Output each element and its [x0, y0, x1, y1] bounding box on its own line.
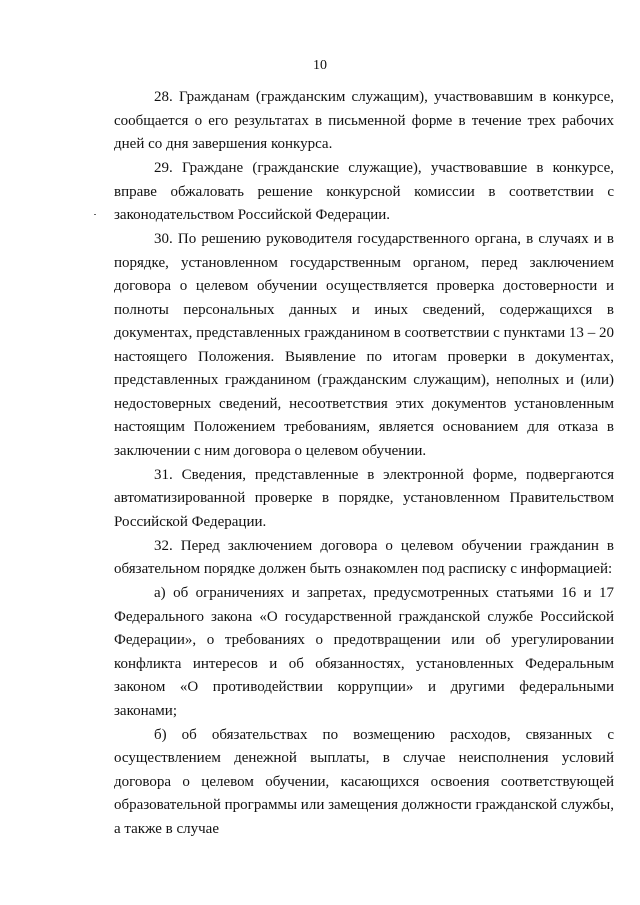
- scan-speck: [94, 214, 96, 215]
- paragraph-30: 30. По решению руководителя государственного органа, в случаях и в порядке, установленном государственным органом, перед заключением договора о целевом обучении осуществляется проверка достоверности и полноты персональных данных и иных сведений, содержащихся в документах, представленных гражданином в соответствии с пунктами 13 – 20 настоящего Положения. Выявление по итогам проверки в документах, представленных гражданином (гражданским служащим), неполных и (или) недостоверных сведений, несоответствия этих документов установленным настоящим Положением требованиям, является основанием для отказа в заключении с ним договора о целевом обучении.: [114, 231, 614, 459]
- page-number: 10: [313, 58, 327, 73]
- paragraph-28: 28. Гражданам (гражданским служащим), участвовавшим в конкурсе, сообщается о его результатах в письменной форме в течение трех рабочих дней со дня завершения конкурса.: [114, 89, 614, 152]
- paragraph-29: 29. Граждане (гражданские служащие), участвовавшие в конкурсе, вправе обжаловать решение конкурсной комиссии в соответствии с законодательством Российской Федерации.: [114, 160, 614, 223]
- paragraph-32-b: б) об обязательствах по возмещению расходов, связанных с осуществлением денежной выплаты, в случае неисполнения условий договора о целевом обучении, касающихся освоения соответствующей образовательной программы или замещения должности гражданской службы, а также в случае: [114, 726, 614, 837]
- paragraph-32: 32. Перед заключением договора о целевом обучении гражданин в обязательном порядке должен быть ознакомлен под расписку с информацией:: [114, 537, 614, 577]
- paragraph-31: 31. Сведения, представленные в электронной форме, подвергаются автоматизированной проверке в порядке, установленном Правительством Российской Федерации.: [114, 466, 614, 530]
- paragraph-32-a: а) об ограничениях и запретах, предусмотренных статьями 16 и 17 Федерального закона «О государственной гражданской службе Российской Федерации», о требованиях о предотвращении или об урегулировании конфликта интересов и об обязанностях, установленных Федеральным законом «О противодействии коррупции» и другими федеральными законами;: [114, 585, 614, 719]
- document-body: [114, 86, 614, 841]
